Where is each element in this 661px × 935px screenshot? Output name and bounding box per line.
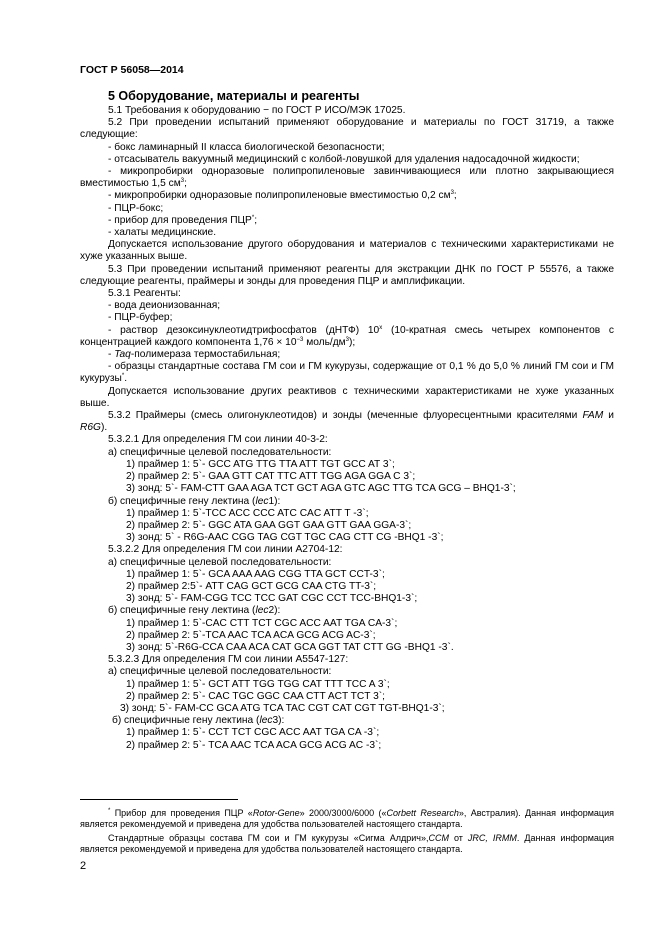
primer-line: 2) праймер 2: 5`- GGC ATA GAA GGT GAA GTT GAA GGA-3`; — [126, 519, 412, 531]
punctuation: ). — [100, 422, 108, 434]
heading-text: 3 — [272, 715, 279, 727]
subsection-title: 5.3.2.3 Для определения ГМ сои линии A5547-127: — [108, 654, 349, 666]
footnote-1 — [80, 808, 614, 830]
punctuation: ): — [278, 715, 285, 727]
reagent-text: - — [108, 349, 115, 361]
italic-term: CCM — [428, 833, 449, 843]
punctuation: . — [124, 373, 128, 385]
heading-text: 2 — [268, 605, 275, 617]
list-heading — [80, 496, 614, 508]
italic-term: lec — [255, 495, 269, 507]
equipment-text: - микропробирки одноразовые полипропиленовые завинчивающиеся или плотно закрывающиеся вместимостью 1,5 см — [80, 166, 614, 190]
italic-term: lec — [259, 715, 273, 727]
standard-header: ГОСТ Р 56058—2014 — [80, 64, 184, 76]
superscript: 3 — [180, 178, 185, 185]
para-5-3-1: 5.3.1 Реагенты: — [108, 288, 181, 300]
para-5-3-2 — [80, 410, 614, 434]
reagent-text: - раствор дезоксинуклеотидтрифосфатов (дНТФ) 10 — [108, 324, 380, 336]
heading-text: б) специфичные гену лектина ( — [108, 605, 256, 617]
footnote-2 — [80, 833, 614, 855]
footnote-mark: * — [108, 808, 111, 814]
subsection-title: 5.3.2.2 Для определения ГМ сои линии A2704-12: — [108, 544, 343, 556]
footnote-text: Стандартные образцы состава ГМ сои и ГМ кукурузы «Сигма Алдрич», — [108, 833, 429, 843]
reagent-text: - образцы стандартные состава ГМ сои и ГМ кукурузы, содержащие от 0,1 % до 5,0 % линий ГМ сои и ГМ кукурузы — [80, 361, 614, 385]
heading-text: б) специфичные гену лектина ( — [108, 495, 256, 507]
allowance-1: Допускается использование другого оборудования и материалов с техническими характеристиками не хуже указанных выше. — [80, 239, 614, 263]
equipment-item — [80, 190, 614, 202]
reagent-item: - ПЦР-буфер; — [108, 312, 173, 324]
para-text: 5.3.2 Праймеры (смесь олигонуклеотидов) и зонды (меченные флуоресцентными красителями — [108, 410, 583, 422]
subsection-title: 5.3.2.1 Для определения ГМ сои линии 40-3-2: — [108, 434, 328, 446]
primer-line: 1) праймер 1: 5`- GCC ATG TTG TTA ATT TGT GCC AT 3`; — [126, 458, 395, 470]
italic-term: lec — [255, 605, 269, 617]
reagent-text: ); — [349, 336, 356, 348]
italic-term: JRC, IRMM — [467, 833, 517, 843]
primer-line: 2) праймер 2: 5`- CAC TGC GGC CAA CTT ACT TCT 3`; — [126, 690, 386, 702]
probe-line: 3) зонд: 5`- FAM-CC GCA ATG TCA TAC CGT CAT CGT TGT-BHQ1-3`; — [120, 702, 445, 714]
primer-line: 1) праймер 1: 5`- GCA AAA AAG CGG TTA GCT CCT-3`; — [126, 568, 385, 580]
punctuation: ; — [184, 178, 187, 190]
probe-line: 3) зонд: 5`- FAM-CGG TCC TCC GAT CGC CCT TCC-BHQ1-3`; — [126, 593, 418, 605]
italic-term: R6G — [80, 422, 101, 434]
italic-term: Taq — [114, 349, 131, 361]
list-heading: а) специфичные целевой последовательности: — [108, 446, 332, 458]
superscript: 3 — [345, 336, 350, 343]
equipment-item — [80, 166, 614, 190]
footnote-mark: * — [251, 214, 255, 221]
list-heading: а) специфичные целевой последовательности: — [108, 666, 332, 678]
italic-term: FAM — [582, 410, 604, 422]
footnote-mark: * — [121, 373, 125, 380]
footnote-text: Прибор для проведения ПЦР « — [114, 808, 253, 818]
probe-line: 3) зонд: 5`- FAM-CTT GAA AGA TCT GCT AGA GTC AGC TTG TCA GCG – BHQ1-3`; — [126, 483, 516, 495]
primer-line: 1) праймер 1: 5`-CAC CTT TCT CGC ACC AAT TGA CA-3`; — [126, 617, 398, 629]
primer-line: 2) праймер 2: 5`- GAA GTT CAT TTC ATT TGG AGA GGA C 3`; — [126, 471, 416, 483]
heading-text: 1 — [268, 495, 275, 507]
equipment-item — [80, 215, 614, 227]
reagent-item — [80, 349, 614, 361]
equipment-text: - прибор для проведения ПЦР — [108, 214, 252, 226]
para-text: и — [603, 410, 614, 422]
superscript: х — [379, 324, 383, 331]
equipment-item: - ПЦР-бокс; — [108, 202, 164, 214]
list-heading — [80, 605, 614, 617]
footnote-divider — [80, 799, 238, 800]
punctuation: ): — [274, 495, 281, 507]
probe-line: 3) зонд: 5`-R6G-CCA CAA ACA CAT GCA GGT TAT CTT GG -BHQ1 -3`. — [126, 641, 454, 653]
italic-term: Rotor-Gene — [252, 808, 300, 818]
primer-line: 2) праймер 2: 5`-TCA AAC TCA ACA GCG ACG AC-3`; — [126, 629, 376, 641]
punctuation: ; — [254, 214, 258, 226]
italic-term: Corbett Research — [386, 808, 459, 818]
equipment-item: - халаты медицинские. — [108, 227, 217, 239]
superscript: 3 — [450, 190, 454, 197]
heading-text: б) специфичные гену лектина ( — [112, 715, 260, 727]
reagent-text: -полимераза термостабильная; — [130, 349, 281, 361]
reagent-text: (10-кратная смесь четырех компонентов с концентрацией каждого компонента 1,76 × 10 — [80, 324, 614, 348]
para-5-3: 5.3 При проведении испытаний применяют реагенты для экстракции ДНК по ГОСТ Р 55576, а также следующие реагенты, праймеры и зонды для проведения ПЦР и амплификации. — [80, 263, 614, 287]
punctuation: ; — [453, 190, 457, 202]
equipment-item: - отсасыватель вакуумный медицинский с колбой-ловушкой для удаления надосадочной жидкости; — [108, 153, 580, 165]
footnote-text: от — [448, 833, 468, 843]
section-title: 5 Оборудование, материалы и реагенты — [108, 89, 360, 103]
equipment-text: - микропробирки одноразовые полипропиленовые вместимостью 0,2 см — [108, 190, 451, 202]
list-heading — [80, 715, 614, 727]
footnote-text: » 2000/3000/6000 (« — [299, 808, 387, 818]
equipment-item: - бокс ламинарный II класса биологической безопасности; — [108, 141, 385, 153]
primer-line: 1) праймер 1: 5`- CCT TCT CGC ACC AAT TGA CA -3`; — [126, 727, 380, 739]
reagent-item — [80, 325, 614, 349]
list-heading: а) специфичные целевой последовательности: — [108, 556, 332, 568]
footnote-text: . Данная информация является рекомендуемой и приведена для удобства пользователей настоящего стандарта. — [80, 833, 614, 854]
footnote-text: », Австралия). Данная информация является рекомендуемой и приведена для удобства пользователей настоящего стандарта. — [80, 808, 614, 829]
superscript: −3 — [296, 336, 304, 343]
punctuation: ): — [274, 605, 281, 617]
page-number: 2 — [80, 860, 87, 872]
section-body — [80, 88, 614, 752]
allowance-2: Допускается использование других реактивов с техническими характеристиками не хуже указанных выше. — [80, 385, 614, 409]
para-5-1: 5.1 Требования к оборудованию − по ГОСТ Р ИСО/МЭК 17025. — [108, 105, 406, 116]
reagent-item: - вода деионизованная; — [108, 300, 221, 312]
probe-line: 3) зонд: 5` - R6G-AAC CGG TAG CGT TGC CAG CTT CG -BHQ1 -3`; — [126, 532, 444, 544]
primer-line: 2) праймер 2:5`- ATT CAG GCT GCG CAA CTG TT-3`; — [126, 580, 377, 592]
footnotes — [80, 808, 614, 858]
para-5-2: 5.2 При проведении испытаний применяют оборудование и материалы по ГОСТ 31719, а также следующие: — [80, 117, 614, 141]
primer-line: 1) праймер 1: 5`- GCT ATT TGG TGG CAT TTT TCC A 3`; — [126, 678, 390, 690]
reagent-text: моль/дм — [303, 336, 346, 348]
primer-line: 1) праймер 1: 5`-TCC ACC CCC ATC CAC ATT T -3`; — [126, 507, 369, 519]
primer-line: 2) праймер 2: 5`- TCA AAC TCA ACA GCG ACG AC -3`; — [126, 739, 382, 751]
reagent-item — [80, 361, 614, 385]
